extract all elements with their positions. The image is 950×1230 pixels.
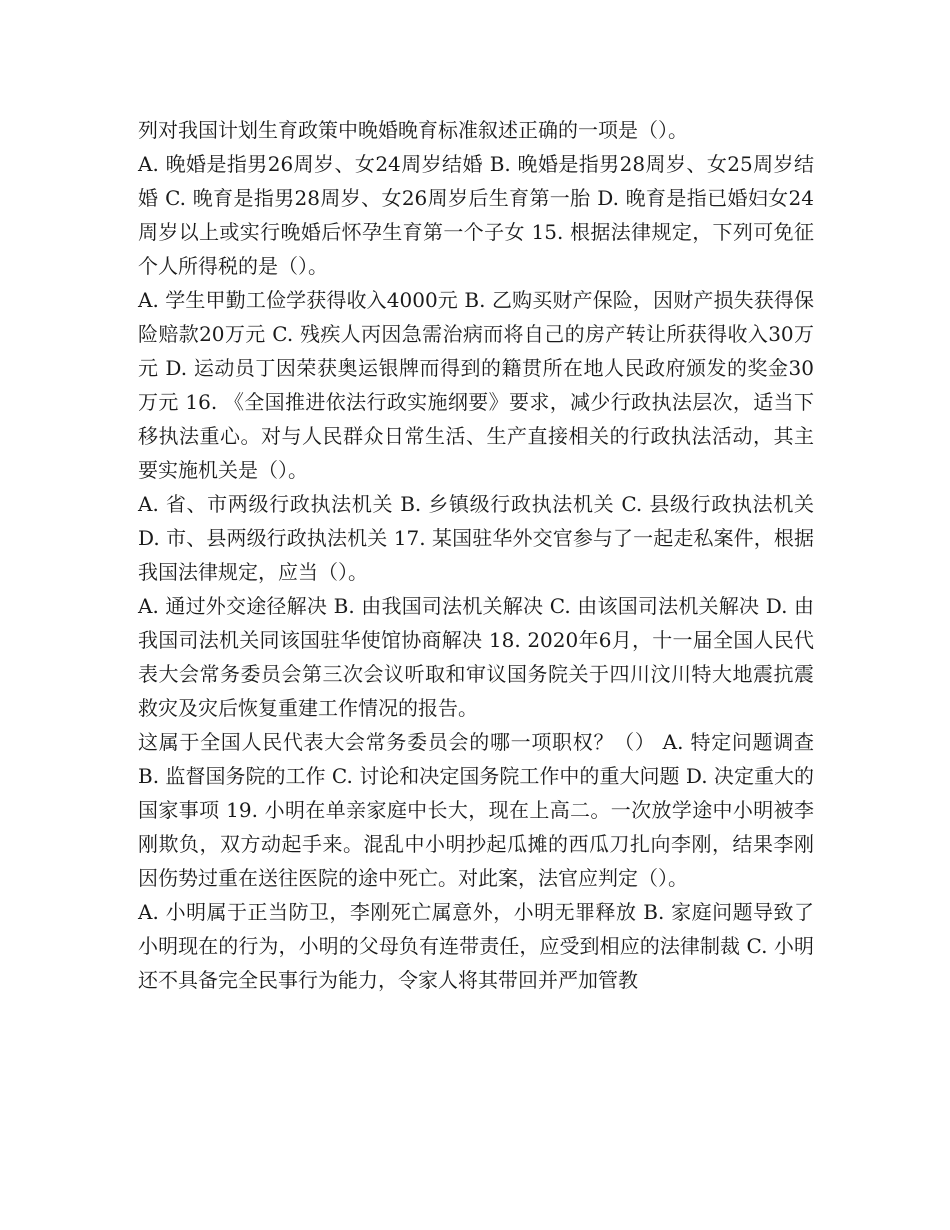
paragraph-q15-options-q16-stem: A. 学生甲勤工俭学获得收入4000元 B. 乙购买财产保险，因财产损失获得保险赔款20万元 C. 残疾人丙因急需治病而将自己的房产转让所获得收入30万元 D. 运动员丁因荣获奥运银牌而得到的籍贯所在地人民政府颁发的奖金30万元 16. 《全国推进依法行政实施纲要》要求，减少行政执法层次，适当下移执法重心。对与人民群众日常生活、生产直接相关的行政执法活动，其主要实施机关是（）。 [138, 288, 814, 482]
paragraph-q16-options-q17-stem: A. 省、市两级行政执法机关 B. 乡镇级行政执法机关 C. 县级行政执法机关 D. 市、县两级行政执法机关 17. 某国驻华外交官参与了一起走私案件，根据我国法律规定，应当（）。 [138, 492, 814, 584]
paragraph-q14-options-q15-stem: A. 晚婚是指男26周岁、女24周岁结婚 B. 晚婚是指男28周岁、女25周岁结婚 C. 晚育是指男28周岁、女26周岁后生育第一胎 D. 晚育是指已婚妇女24周岁以上或实行晚婚后怀孕生育第一个子女 15. 根据法律规定，下列可免征个人所得税的是（）。 [138, 152, 814, 278]
paragraph-q19-options: A. 小明属于正当防卫，李刚死亡属意外，小明无罪释放 B. 家庭问题导致了小明现在的行为，小明的父母负有连带责任，应受到相应的法律制裁 C. 小明还不具备完全民事行为能力，令家人将其带回并严加管教 [138, 900, 814, 992]
paragraph-q18-question-q19-stem: 这属于全国人民代表大会常务委员会的哪一项职权？（） A. 特定问题调查 B. 监督国务院的工作 C. 讨论和决定国务院工作中的重大问题 D. 决定重大的国家事项 19. 小明在单亲家庭中长大，现在上高二。一次放学途中小明被李刚欺负，双方动起手来。混乱中小明抄起瓜摊的西瓜刀扎向李刚，结果李刚因伤势过重在送往医院的途中死亡。对此案，法官应判定（）。 [138, 730, 814, 890]
document-body [138, 113, 814, 997]
paragraph-q14-stem: 列对我国计划生育政策中晚婚晚育标准叙述正确的一项是（）。 [138, 118, 688, 142]
paragraph-q17-options-q18-stem: A. 通过外交途径解决 B. 由我国司法机关解决 C. 由该国司法机关解决 D. 由我国司法机关同该国驻华使馆协商解决 18. 2020年6月，十一届全国人民代表大会常务委员会第三次会议听取和审议国务院关于四川汶川特大地震抗震救灾及灾后恢复重建工作情况的报告。 [138, 594, 814, 720]
